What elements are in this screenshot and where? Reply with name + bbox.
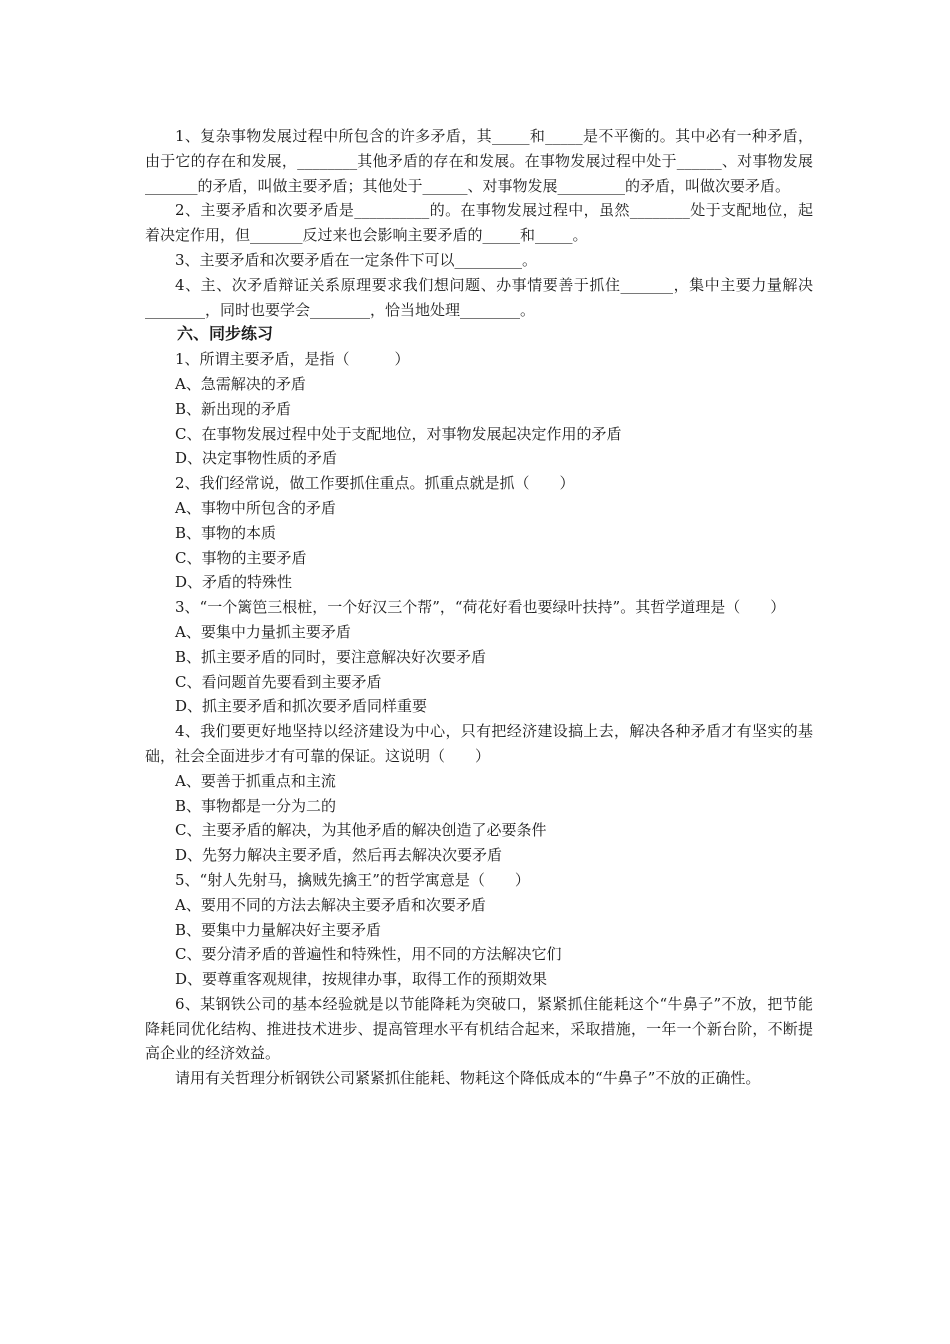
question-2-option-c: C、事物的主要矛盾	[175, 548, 307, 567]
question-5-option-a: A、要用不同的方法去解决主要矛盾和次要矛盾	[175, 895, 486, 914]
question-2-option-b: B、事物的本质	[175, 523, 277, 542]
question-1-option-d: D、决定事物性质的矛盾	[175, 449, 338, 468]
question-3-stem: 3、“一个篱笆三根桩，一个好汉三个帮”，“荷花好看也要绿叶扶持”。其哲学道理是（ ）	[175, 598, 786, 617]
question-5-stem: 5、“射人先射马，擒贼先擒王”的哲学寓意是（ ）	[175, 870, 530, 889]
question-1-option-b: B、新出现的矛盾	[175, 399, 292, 418]
question-3-option-d: D、抓主要矛盾和抓次要矛盾同样重要	[175, 697, 428, 716]
fill-blank-1: 1、复杂事物发展过程中所包含的许多矛盾，其_____和_____是不平衡的。其中必有一种矛盾，由于它的存在和发展，________其他矛盾的存在和发展。在事物发展过程中处于______、对事物发展_______的矛盾，叫做主要矛盾；其他处于______、对事物发展_________的矛盾，叫做次要矛盾。	[145, 127, 813, 195]
section-heading: 六、同步练习	[177, 324, 274, 344]
fill-blank-4: 4、主、次矛盾辩证关系原理要求我们想问题、办事情要善于抓住_______，集中主要力量解决________，同时也要学会________，恰当地处理________。	[145, 275, 813, 319]
question-3-option-c: C、看问题首先要看到主要矛盾	[175, 672, 382, 691]
question-6-prompt: 请用有关哲理分析钢铁公司紧紧抓住能耗、物耗这个降低成本的“牛鼻子”不放的正确性。	[175, 1069, 761, 1088]
question-3-option-a: A、要集中力量抓主要矛盾	[175, 622, 351, 641]
question-6-material: 6、某钢铁公司的基本经验就是以节能降耗为突破口，紧紧抓住能耗这个“牛鼻子”不放，把节能降耗同优化结构、推进技术进步、提高管理水平有机结合起来，采取措施，一年一个新台阶，不断提高企业的经济效益。	[145, 994, 813, 1063]
question-4-option-a: A、要善于抓重点和主流	[175, 771, 336, 790]
question-4-option-d: D、先努力解决主要矛盾，然后再去解决次要矛盾	[175, 846, 503, 865]
question-5-option-d: D、要尊重客观规律，按规律办事，取得工作的预期效果	[175, 970, 548, 989]
question-3-option-b: B、抓主要矛盾的同时，要注意解决好次要矛盾	[175, 647, 487, 666]
question-4-stem: 4、我们要更好地坚持以经济建设为中心，只有把经济建设搞上去，解决各种矛盾才有坚实的基础，社会全面进步才有可靠的保证。这说明（ ）	[145, 722, 813, 765]
question-1-option-c: C、在事物发展过程中处于支配地位，对事物发展起决定作用的矛盾	[175, 424, 622, 443]
question-5-option-c: C、要分清矛盾的普遍性和特殊性，用不同的方法解决它们	[175, 945, 562, 964]
question-2-stem: 2、我们经常说，做工作要抓住重点。抓重点就是抓（ ）	[175, 474, 575, 493]
document-page	[145, 124, 813, 1091]
question-1-option-a: A、急需解决的矛盾	[175, 374, 306, 393]
question-4-option-b: B、事物都是一分为二的	[175, 796, 337, 815]
question-1-stem: 1、所谓主要矛盾，是指（ ）	[175, 350, 410, 369]
question-2-option-a: A、事物中所包含的矛盾	[175, 498, 336, 517]
question-4-option-c: C、主要矛盾的解决，为其他矛盾的解决创造了必要条件	[175, 821, 547, 840]
question-2-option-d: D、矛盾的特殊性	[175, 573, 293, 592]
fill-blank-3: 3、主要矛盾和次要矛盾在一定条件下可以_________。	[175, 250, 538, 269]
question-5-option-b: B、要集中力量解决好主要矛盾	[175, 920, 382, 939]
fill-blank-2: 2、主要矛盾和次要矛盾是__________的。在事物发展过程中，虽然________处于支配地位，起着决定作用，但_______反过来也会影响主要矛盾的_____和_____。	[145, 201, 813, 245]
